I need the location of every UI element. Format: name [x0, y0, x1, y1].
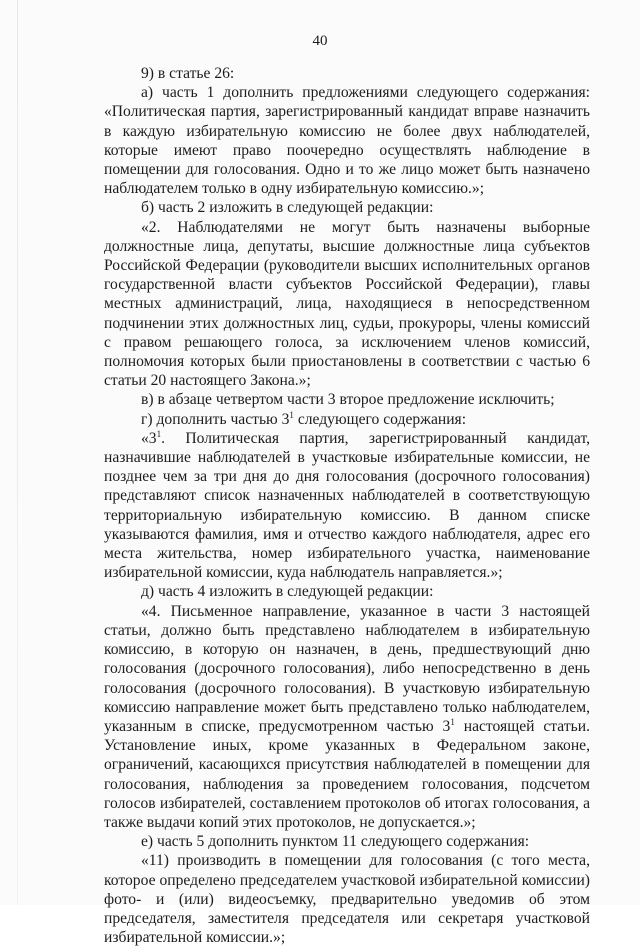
superscript: 1 — [450, 716, 455, 727]
superscript: 1 — [156, 428, 162, 439]
text-run: «3 — [141, 429, 157, 447]
text-run: настоящей статьи. Установление иных, кроме указанных в Федеральном законе, ограничений, касающихся присутствия наблюдателей в помещении для голосования, наблюдения за проведением голосования, подсчетом голосов избирателей, составлением протоколов об итогах голосования, а также выдачи копий этих протоколов, не допускается.»; — [104, 717, 590, 831]
paragraph-amendment-b: б) часть 2 изложить в следующей редакции: — [141, 199, 434, 217]
text-run: «4. Письменное направление, указанное в части 3 настоящей статьи, должно быть представлено наблюдателем в избирательную комиссию, в которую он назначен, в день, предшествующий дню голосования (досрочного голосования), либо непосредственно в день голосования (досрочного голосования). В участковую избирательную комиссию направление может быть представлено только наблюдателем, указанным в списке, предусмотренном частью 3 — [104, 602, 590, 735]
paragraph-quote-part-3-1 — [104, 429, 590, 583]
paragraph-amendment-a: а) часть 1 дополнить предложениями следующего содержания: «Политическая партия, зарегистрированный кандидат вправе назначить в каждую избирательную комиссию не более двух наблюдателей, которые имеют право поочередно осуществлять наблюдение в помещении для голосования. Одно и то же лицо может быть назначено наблюдателем только в одну избирательную комиссию.»; — [104, 84, 590, 198]
document-body — [104, 64, 590, 947]
text-run: . Политическая партия, зарегистрированный кандидат, назначившие наблюдателей в участковые избирательные комиссии, не позднее чем за три дня до дня голосования (досрочного голосования) представляют список назначенных наблюдателей в соответствующую территориальную избирательную комиссию. В данном списке указываются фамилия, имя и отчество каждого наблюдателя, адрес его места жительства, номер избирательного участка, наименование избирательной комиссии, куда наблюдатель направляется.»; — [104, 429, 590, 582]
paragraph-amendment-e: е) часть 5 дополнить пунктом 11 следующего содержания: — [141, 833, 530, 851]
paragraph-amendment-g — [104, 410, 590, 429]
paragraph-quote-part-2: «2. Наблюдателями не могут быть назначены выборные должностные лица, депутаты, высшие должностные лица субъектов Российской Федерации (руководители высших исполнительных органов государственной власти субъектов Российской Федерации), главы местных администраций, лица, находящиеся в непосредственном подчинении этих должностных лиц, судьи, прокуроры, члены комиссий с правом решающего голоса, за исключением членов комиссий, полномочия которых были приостановлены в соответствии с частью 6 статьи 20 настоящего Закона.»; — [104, 218, 590, 390]
paragraph-quote-item-11: «11) производить в помещении для голосования (с того места, которое определено председателем участковой избирательной комиссии) фото- и (или) видеосъемку, предварительно уведомив об этом председателя, заместителя председателя или секретаря участковой избирательной комиссии.»; — [104, 852, 590, 947]
scan-edge — [17, 0, 18, 905]
page-number: 40 — [312, 33, 328, 49]
paragraph-amendment-d: д) часть 4 изложить в следующей редакции: — [141, 583, 434, 601]
text-run: следующего содержания: — [293, 410, 467, 428]
text-run: г) дополнить частью 3 — [141, 410, 290, 428]
paragraph-amendment-v: в) в абзаце четвертом части 3 второе предложение исключить; — [141, 391, 555, 409]
paragraph-quote-part-4 — [104, 602, 590, 832]
superscript: 1 — [289, 409, 294, 420]
paragraph-article-26: 9) в статье 26: — [141, 65, 235, 82]
